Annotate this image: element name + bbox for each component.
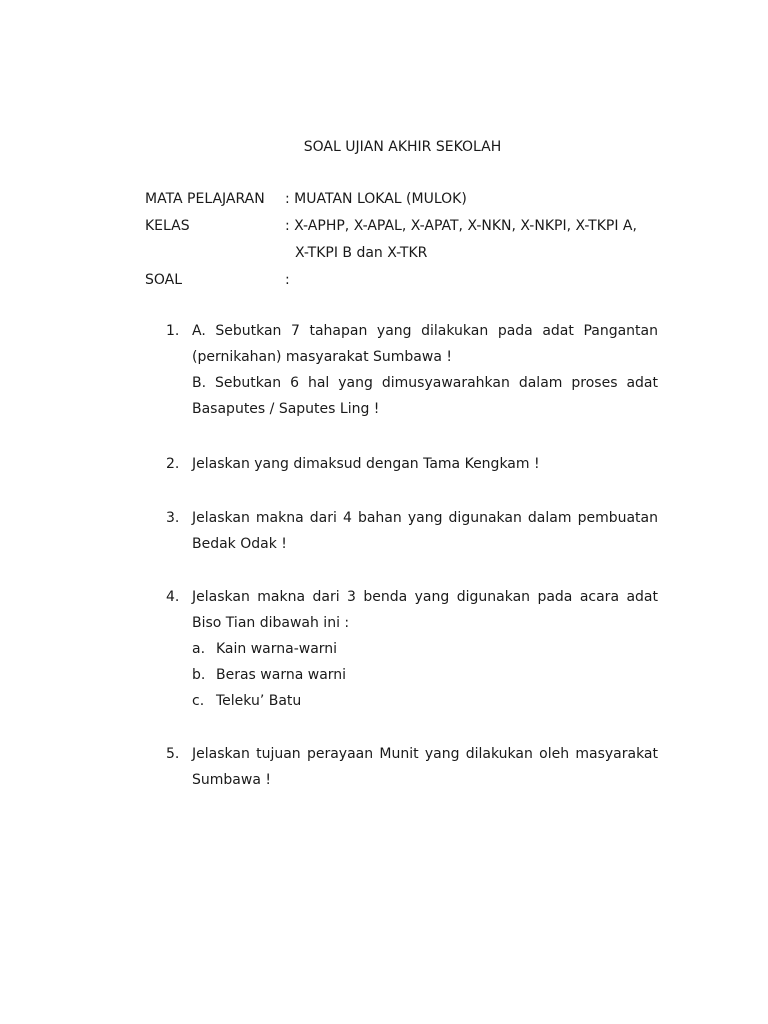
class-value: : X-APHP, X-APAL, X-APAT, X-NKN, X-NKPI, X-TKPI A, bbox=[285, 218, 637, 234]
soal-label: SOAL bbox=[145, 272, 183, 288]
subject-label: MATA PELAJARAN bbox=[145, 191, 265, 207]
question-text: Jelaskan yang dimaksud dengan Tama Kengkam ! bbox=[192, 456, 540, 472]
option-text: Kain warna-warni bbox=[216, 641, 338, 657]
question-text: Jelaskan makna dari 4 bahan yang digunakan dalam pembuatan Bedak Odak ! bbox=[192, 510, 658, 552]
question-text: Jelaskan tujuan perayaan Munit yang dilakukan oleh masyarakat Sumbawa ! bbox=[192, 746, 658, 788]
question-number: 4. bbox=[166, 589, 180, 605]
document-title: SOAL UJIAN AKHIR SEKOLAH bbox=[303, 139, 502, 155]
question-text: Jelaskan makna dari 3 benda yang digunakan pada acara adat Biso Tian dibawah ini : bbox=[192, 589, 658, 631]
question-body bbox=[192, 505, 658, 557]
option-letter: c. bbox=[192, 693, 205, 709]
soal-value: : bbox=[285, 272, 290, 288]
question-number: 1. bbox=[166, 323, 180, 339]
class-label: KELAS bbox=[145, 218, 190, 234]
question-part-a: A. Sebutkan 7 tahapan yang dilakukan pada adat Pangantan (pernikahan) masyarakat Sumbawa ! bbox=[192, 323, 658, 365]
question-body bbox=[192, 451, 658, 477]
option-text: Teleku’ Batu bbox=[216, 693, 302, 709]
question-body bbox=[192, 584, 658, 714]
subject-value: : MUATAN LOKAL (MULOK) bbox=[285, 191, 467, 207]
option-list bbox=[192, 636, 658, 714]
list-item bbox=[192, 688, 658, 714]
option-letter: a. bbox=[192, 641, 206, 657]
question-number: 2. bbox=[166, 456, 180, 472]
question-body bbox=[192, 741, 658, 793]
question-body bbox=[192, 318, 658, 422]
class-value-continued: X-TKPI B dan X-TKR bbox=[295, 245, 428, 261]
option-text: Beras warna warni bbox=[216, 667, 347, 683]
question-number: 3. bbox=[166, 510, 180, 526]
list-item bbox=[192, 636, 658, 662]
option-letter: b. bbox=[192, 667, 206, 683]
question-number: 5. bbox=[166, 746, 180, 762]
list-item bbox=[192, 662, 658, 688]
question-part-b: B. Sebutkan 6 hal yang dimusyawarahkan dalam proses adat Basaputes / Saputes Ling ! bbox=[192, 375, 658, 417]
